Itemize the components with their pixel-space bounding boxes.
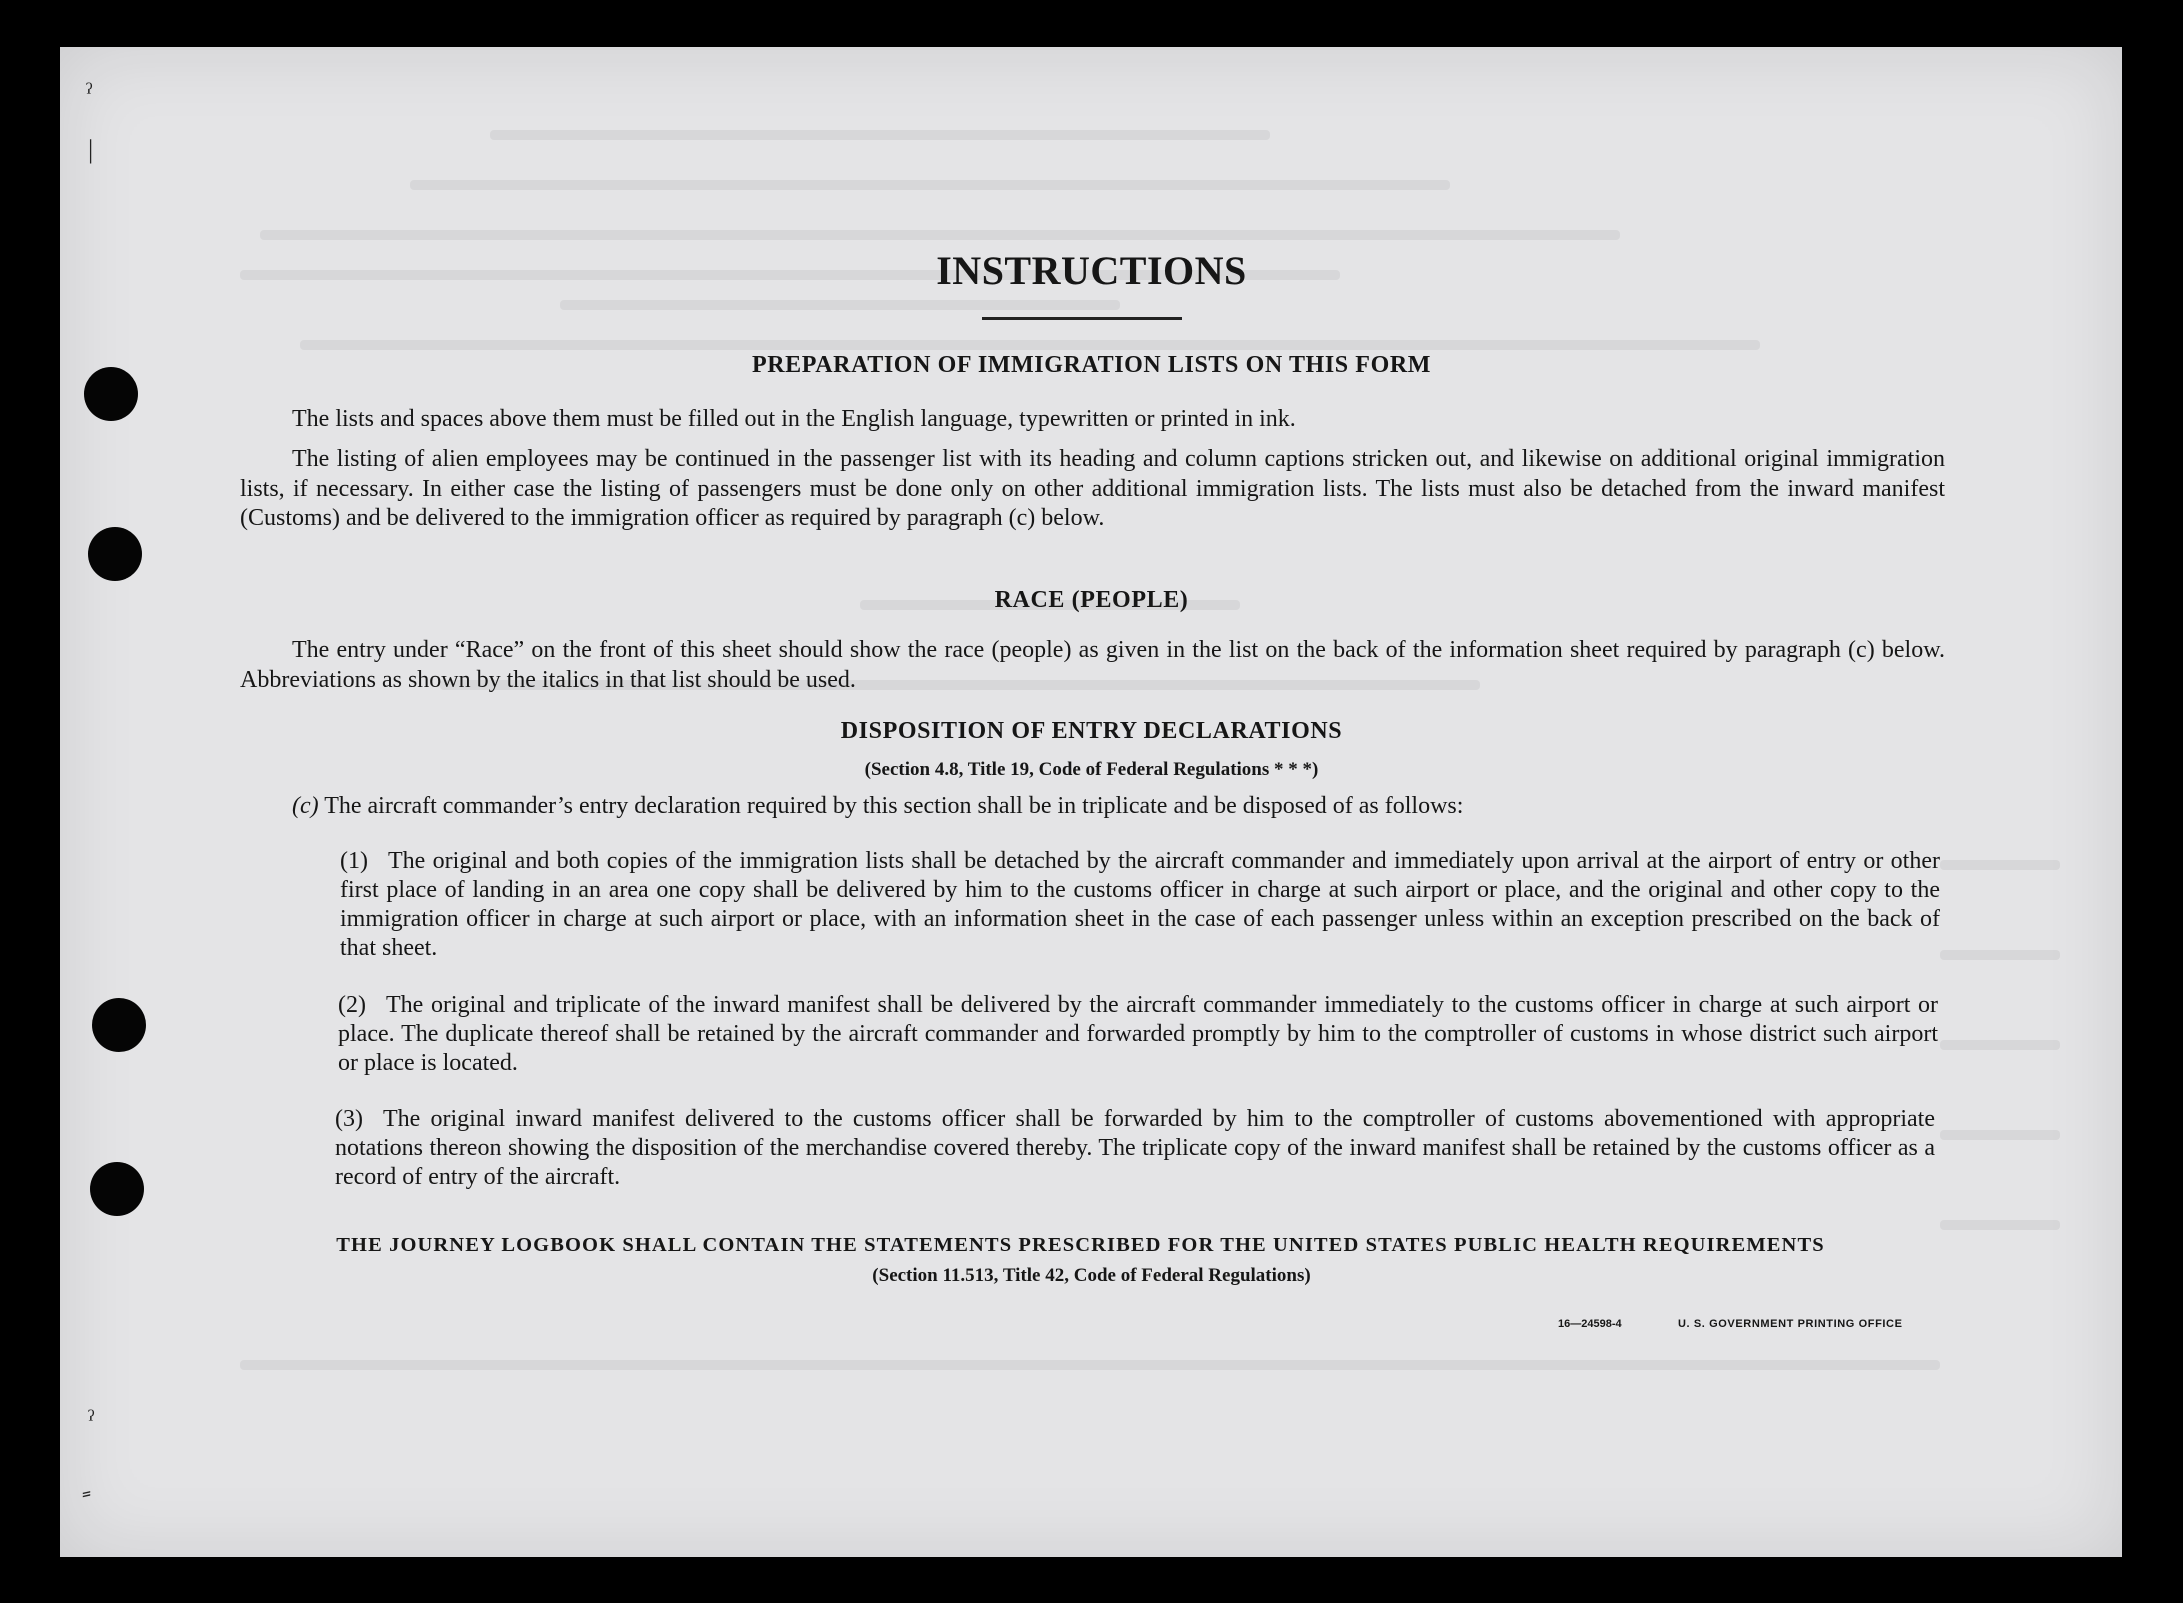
race-paragraph [240, 636, 1945, 695]
disposition-heading: DISPOSITION OF ENTRY DECLARATIONS [840, 718, 1343, 744]
disposition-intro-label: (c) [292, 793, 319, 819]
punch-hole [88, 527, 142, 581]
item-number: (2) [338, 992, 366, 1018]
preparation-paragraph-1 [240, 405, 1945, 435]
punch-hole [92, 998, 146, 1052]
item-text: The original inward manifest delivered to the customs officer shall be forwarded by him to the comptroller of customs abovementioned with appropriate notations thereon showing the disposition of the merchandise covered thereby. The triplicate copy of the inward manifest shall be retained by the customs officer as a record of entry of the aircraft. [335, 1106, 1935, 1190]
race-paragraph-text: The entry under “Race” on the front of this sheet should show the race (people) as given in the list on the back of the information sheet required by paragraph (c) below. Abbreviations as shown by the italics in that list should be used. [240, 637, 1945, 693]
disposition-intro-text: The aircraft commander’s entry declaration required by this section shall be in triplicate and be disposed of as follows: [324, 793, 1464, 819]
disposition-item-2 [338, 991, 1938, 1078]
item-number: (3) [335, 1106, 363, 1132]
preparation-paragraph-2 [240, 445, 1945, 534]
item-text: The original and triplicate of the inward manifest shall be delivered by the aircraft commander immediately to the customs officer in charge at such airport or place. The duplicate thereof shall be retained by the aircraft commander and forwarded promptly by him to the comptroller of customs in whose district such airport or place is located. [338, 992, 1938, 1076]
item-text: The original and both copies of the immigration lists shall be detached by the aircraft commander and immediately upon arrival at the airport of entry or other first place of landing in an area one copy shall be delivered by him to the customs officer in charge at such airport or place, and the original and other copy to the immigration officer in charge at such airport or place, with an information sheet in the case of each passenger unless within an exception prescribed on the back of that sheet. [340, 848, 1940, 961]
disposition-citation: (Section 4.8, Title 19, Code of Federal Regulations * * *) [864, 759, 1319, 780]
margin-mark: ˀ [86, 78, 93, 107]
disposition-item-3 [335, 1105, 1935, 1192]
logbook-requirement-citation: (Section 11.513, Title 42, Code of Federal Regulations) [872, 1265, 1311, 1286]
punch-hole [90, 1162, 144, 1216]
printing-office: U. S. GOVERNMENT PRINTING OFFICE [1678, 1318, 1903, 1330]
title-underline [982, 317, 1182, 320]
race-heading: RACE (PEOPLE) [994, 587, 1189, 613]
item-number: (1) [340, 848, 368, 874]
page-title: INSTRUCTIONS [936, 248, 1247, 293]
disposition-item-1 [340, 847, 1940, 963]
disposition-intro [292, 792, 1942, 822]
logbook-requirement-heading: THE JOURNEY LOGBOOK SHALL CONTAIN THE STATEMENTS PRESCRIBED FOR THE UNITED STATES PUBLIC HEALTH REQUIREMENTS [336, 1234, 1825, 1256]
preparation-paragraph-2-text: The listing of alien employees may be continued in the passenger list with its heading and column captions stricken out, and likewise on additional original immigration lists, if necessary. In either case the listing of passengers must be done only on other additional immigration lists. The lists must also be detached from the inward manifest (Customs) and be delivered to the immigration officer as required by paragraph (c) below. [240, 446, 1945, 531]
preparation-heading: PREPARATION OF IMMIGRATION LISTS ON THIS FORM [751, 352, 1432, 378]
margin-mark: ˀ [88, 1405, 95, 1434]
print-code: 16—24598-4 [1558, 1318, 1622, 1330]
margin-mark: | [88, 135, 94, 164]
preparation-paragraph-1-text: The lists and spaces above them must be filled out in the English language, typewritten or printed in ink. [292, 406, 1296, 432]
